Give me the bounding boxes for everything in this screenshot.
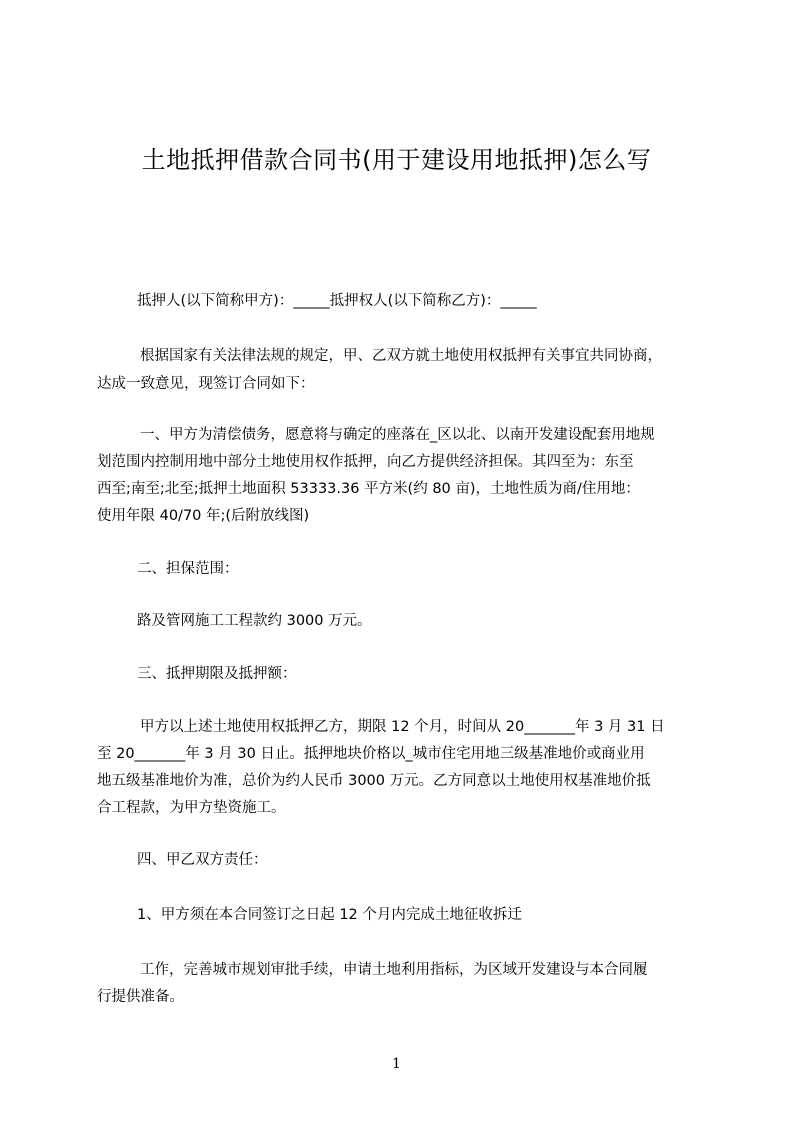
clause4-work-line: 工作，完善城市规划审批手续，申请土地利用指标，为区域开发建设与本合同履 (140, 962, 648, 978)
clause2-heading: 二、担保范围： (137, 561, 239, 577)
clause3-line: 地五级基准地价为准，总价为约人民币 3000 万元。乙方同意以土地使用权基准地价抵 (97, 773, 651, 789)
clause1-line: 西至;南至;北至;抵押土地面积 53333.36 平方米(约 80 亩)，土地性质为商/住用地： (97, 481, 640, 497)
preamble-line: 达成一致意见，现签订合同如下： (97, 376, 315, 392)
clause1-line: 使用年限 40/70 年;(后附放线图) (97, 508, 310, 524)
clause4-item1: 1、甲方须在本合同签订之日起 12 个月内完成土地征收拆迁 (137, 907, 522, 923)
clause1-line: 划范围内控制用地中部分土地使用权作抵押，向乙方提供经济担保。其四至为：东至 (97, 454, 634, 470)
parties-line: 抵押人(以下简称甲方)：_____抵押权人(以下简称乙方)：_____ (137, 293, 537, 309)
clause3-line: 合工程款，为甲方垫资施工。 (97, 800, 286, 816)
document-title: 土地抵押借款合同书(用于建设用地抵押)怎么写 (141, 146, 652, 174)
clause4-work-line: 行提供准备。 (97, 989, 184, 1005)
clause4-heading: 四、甲乙双方责任： (137, 852, 268, 868)
page-number: 1 (392, 1056, 401, 1072)
preamble-line: 根据国家有关法律法规的规定，甲、乙双方就土地使用权抵押有关事宜共同协商， (140, 348, 662, 364)
clause2-body: 路及管网施工工程款约 3000 万元。 (137, 613, 372, 629)
clause1-line: 一、甲方为清偿债务，愿意将与确定的座落在_区以北、以南开发建设配套用地规 (140, 427, 655, 443)
clause3-line: 至 20_______年 3 月 30 日止。抵押地块价格以_城市住宅用地三级基准地价或商业用 (97, 746, 645, 762)
clause3-heading: 三、抵押期限及抵押额： (137, 666, 297, 682)
clause3-line: 甲方以上述土地使用权抵押乙方，期限 12 个月，时间从 20_______年 3 月 31 日 (140, 719, 665, 735)
